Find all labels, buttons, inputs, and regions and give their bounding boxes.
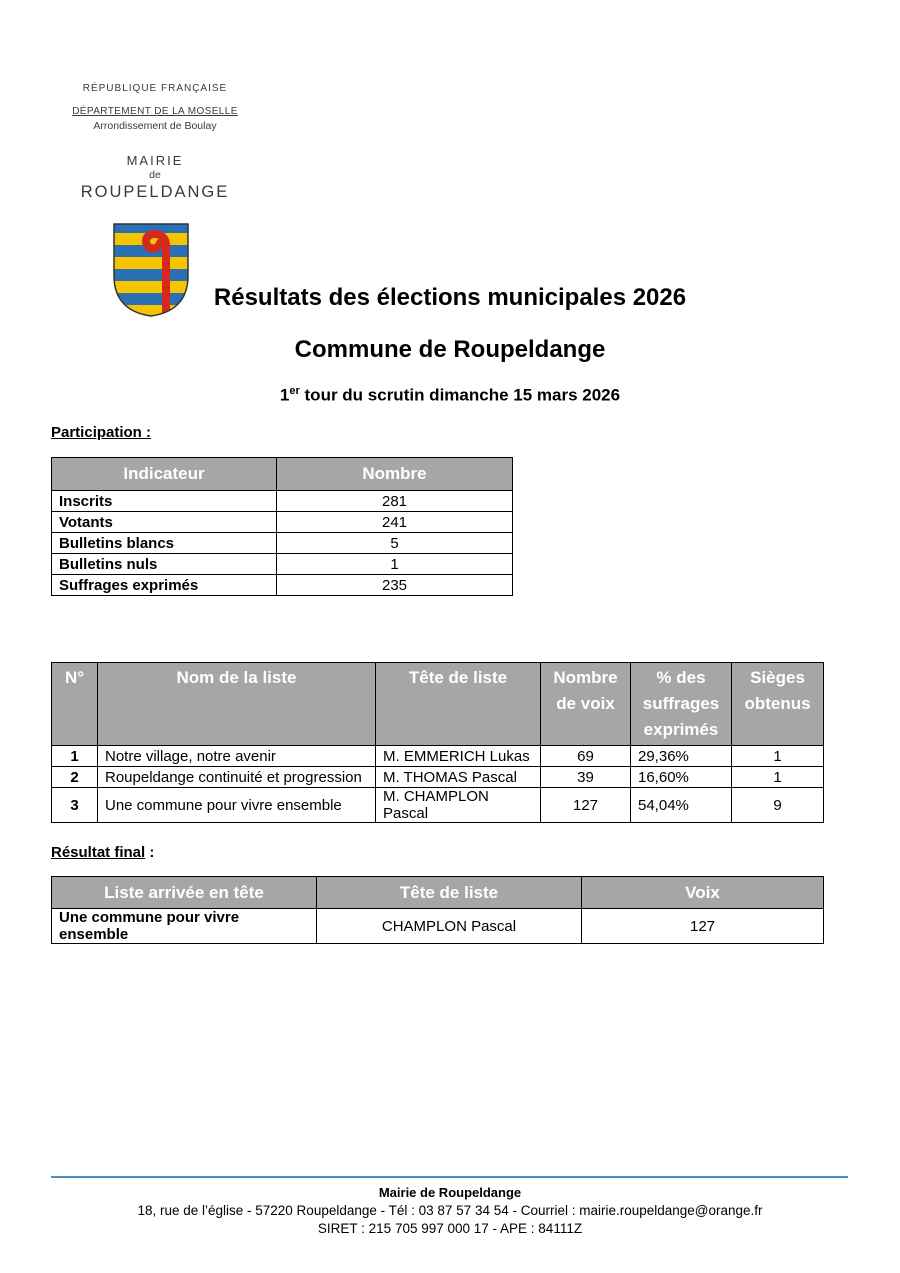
final-liste: Une commune pour vivre ensemble: [52, 909, 317, 944]
table-row: [52, 554, 513, 575]
page-title: Résultats des élections municipales 2026: [213, 284, 687, 311]
final-heading-text: Résultat final: [51, 844, 146, 861]
results-liste: Roupeldange continuité et progression: [98, 767, 376, 788]
results-voix: 69: [541, 746, 631, 767]
results-liste: Une commune pour vivre ensemble: [98, 788, 376, 823]
participation-label: Bulletins blancs: [52, 533, 277, 554]
final-header-row: [52, 877, 824, 909]
results-voix: 39: [541, 767, 631, 788]
page-subtitle-commune: Commune de Roupeldange: [294, 336, 606, 363]
results-header-voix: Nombre de voix: [541, 663, 631, 746]
final-heading: [51, 844, 154, 861]
results-header-liste: Nom de la liste: [98, 663, 376, 746]
results-header-sieges: Sièges obtenus: [732, 663, 824, 746]
page-subtitle-tour: [0, 385, 900, 406]
table-row: [52, 575, 513, 596]
results-pct: 29,36%: [631, 746, 732, 767]
tour-rest: tour du scrutin dimanche 15 mars 2026: [299, 385, 621, 405]
results-pct: 54,04%: [631, 788, 732, 823]
results-num: 3: [52, 788, 98, 823]
final-table: [51, 876, 824, 944]
final-heading-colon: :: [145, 844, 155, 861]
final-tete: CHAMPLON Pascal: [317, 909, 582, 944]
table-row: [52, 533, 513, 554]
letterhead-department: DÉPARTEMENT DE LA MOSELLE: [72, 106, 238, 117]
letterhead-arrondissement: Arrondissement de Boulay: [93, 120, 217, 132]
results-pct: 16,60%: [631, 767, 732, 788]
table-row: [52, 512, 513, 533]
results-num: 2: [52, 767, 98, 788]
table-row: [52, 746, 824, 767]
results-tete: M. EMMERICH Lukas: [376, 746, 541, 767]
final-voix: 127: [582, 909, 824, 944]
results-num: 1: [52, 746, 98, 767]
letterhead-commune: ROUPELDANGE: [80, 183, 230, 201]
participation-value: 1: [277, 554, 513, 575]
participation-value: 241: [277, 512, 513, 533]
table-row: [52, 909, 824, 944]
participation-label: Inscrits: [52, 491, 277, 512]
final-header-voix: Voix: [582, 877, 824, 909]
letterhead-de: de: [149, 169, 161, 181]
final-header-tete: Tête de liste: [317, 877, 582, 909]
footer-mairie-name: Mairie de Roupeldange: [378, 1185, 522, 1200]
final-header-liste: Liste arrivée en tête: [52, 877, 317, 909]
results-sieges: 9: [732, 788, 824, 823]
tour-superscript: er: [289, 385, 300, 397]
table-row: [52, 491, 513, 512]
tour-prefix: 1: [279, 385, 290, 405]
footer-divider: [51, 1176, 848, 1178]
results-tete: M. CHAMPLON Pascal: [376, 788, 541, 823]
results-header-pct: % des suffrages exprimés: [631, 663, 732, 746]
participation-value: 281: [277, 491, 513, 512]
participation-header-indicateur: Indicateur: [52, 458, 277, 491]
participation-value: 235: [277, 575, 513, 596]
table-row: [52, 788, 824, 823]
results-voix: 127: [541, 788, 631, 823]
participation-heading: Participation :: [51, 424, 152, 441]
footer-address: 18, rue de l’église - 57220 Roupeldange - Tél : 03 87 57 34 54 - Courriel : mairie.roupeldange@orange.fr: [137, 1203, 763, 1218]
letterhead: [55, 83, 255, 202]
footer-siret: SIRET : 215 705 997 000 17 - APE : 84111Z: [317, 1221, 583, 1236]
participation-header-nombre: Nombre: [277, 458, 513, 491]
results-header-tete: Tête de liste: [376, 663, 541, 746]
results-sieges: 1: [732, 767, 824, 788]
table-row: [52, 767, 824, 788]
letterhead-republic: RÉPUBLIQUE FRANÇAISE: [82, 83, 228, 94]
participation-label: Votants: [52, 512, 277, 533]
results-sieges: 1: [732, 746, 824, 767]
participation-label: Bulletins nuls: [52, 554, 277, 575]
participation-label: Suffrages exprimés: [52, 575, 277, 596]
participation-header-row: [52, 458, 513, 491]
results-tete: M. THOMAS Pascal: [376, 767, 541, 788]
results-header-num: N°: [52, 663, 98, 746]
results-liste: Notre village, notre avenir: [98, 746, 376, 767]
letterhead-mairie: MAIRIE: [126, 153, 184, 168]
results-table: [51, 662, 824, 823]
results-header-row: [52, 663, 824, 746]
participation-value: 5: [277, 533, 513, 554]
participation-table: [51, 457, 513, 596]
